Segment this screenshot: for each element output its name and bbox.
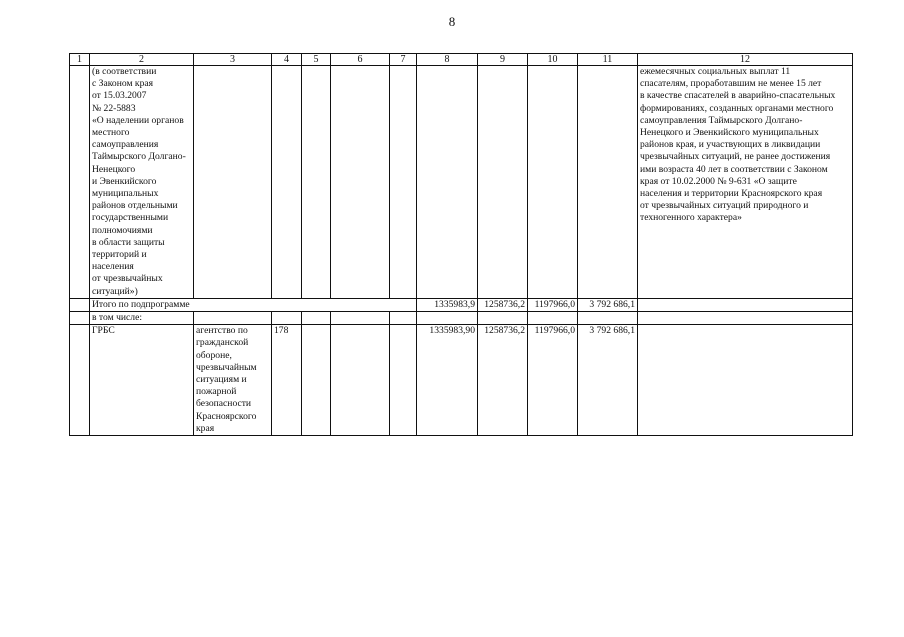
table-cell	[70, 312, 90, 325]
table-cell	[194, 66, 272, 299]
total-value-col8: 1335983,9	[417, 298, 478, 311]
grbs-value-col10: 1197966,0	[528, 325, 578, 436]
page-number: 8	[448, 14, 456, 29]
column-header: 4	[272, 54, 302, 66]
table-cell	[194, 312, 272, 325]
table-row-including	[70, 312, 853, 325]
table-cell	[272, 312, 302, 325]
grbs-agency-name: агентство по гражданской обороне, чрезвычайным ситуациям и пожарной безопасности Красноярского края	[194, 325, 272, 436]
table-cell	[331, 66, 390, 299]
column-header: 5	[302, 54, 331, 66]
column-header: 6	[331, 54, 390, 66]
grbs-code: 178	[272, 325, 302, 436]
table-cell	[417, 312, 478, 325]
table-cell	[638, 298, 853, 311]
column-header: 7	[390, 54, 417, 66]
column-header: 1	[70, 54, 90, 66]
table-cell	[390, 312, 417, 325]
column-header: 2	[90, 54, 194, 66]
column-header: 3	[194, 54, 272, 66]
table-cell	[331, 325, 390, 436]
column-header: 9	[478, 54, 528, 66]
table-cell	[578, 66, 638, 299]
table-cell	[70, 66, 90, 299]
table-cell	[528, 312, 578, 325]
table-row-law-reference	[70, 66, 853, 299]
column-header: 10	[528, 54, 578, 66]
table-cell	[302, 312, 331, 325]
table-cell	[638, 325, 853, 436]
grbs-value-col8: 1335983,90	[417, 325, 478, 436]
table-cell	[70, 325, 90, 436]
subprogram-budget-table	[69, 53, 853, 436]
table-cell	[331, 312, 390, 325]
table-cell	[302, 325, 331, 436]
table-cell	[528, 66, 578, 299]
table-cell	[417, 66, 478, 299]
table-cell	[638, 312, 853, 325]
law-reference-text: (в соответствии с Законом края от 15.03.2007 № 22-5883 «О наделении органов местного самоуправления Таймырского Долгано- Ненецкого и Эвенкийского муниципальных районов отдельными государственными полномочиями в области защиты территорий и населения от чрезвычайных ситуаций»)	[90, 66, 194, 299]
column-header: 8	[417, 54, 478, 66]
table-row-subprogram-total	[70, 298, 853, 311]
table-cell	[302, 66, 331, 299]
table-cell	[272, 66, 302, 299]
total-value-col11: 3 792 686,1	[578, 298, 638, 311]
table-cell	[390, 66, 417, 299]
table-cell	[390, 325, 417, 436]
table-cell	[478, 312, 528, 325]
column-header: 11	[578, 54, 638, 66]
grbs-value-col11: 3 792 686,1	[578, 325, 638, 436]
column-number-header-row	[70, 54, 853, 66]
total-value-col9: 1258736,2	[478, 298, 528, 311]
table-cell	[578, 312, 638, 325]
including-label: в том числе:	[90, 312, 194, 325]
table-row-grbs	[70, 325, 853, 436]
table-cell	[478, 66, 528, 299]
subprogram-total-label: Итого по подпрограмме	[90, 298, 417, 311]
grbs-label: ГРБС	[90, 325, 194, 436]
expected-result-text: ежемесячных социальных выплат 11 спасателям, проработавшим не менее 15 лет в качестве спасателей в аварийно-спасательных формированиях, созданных органами местного самоуправления Таймырского Долгано- Ненецкого и Эвенкийского муниципальных районов края, и участвующих в ликвидации чрезвычайных ситуаций, не ранее достижения ими возраста 40 лет в соответствии с Законом края от 10.02.2000 № 9-631 «О защите населения и территории Красноярского края от чрезвычайных ситуаций природного и техногенного характера»	[638, 66, 853, 299]
total-value-col10: 1197966,0	[528, 298, 578, 311]
column-header: 12	[638, 54, 853, 66]
grbs-value-col9: 1258736,2	[478, 325, 528, 436]
table-cell	[70, 298, 90, 311]
